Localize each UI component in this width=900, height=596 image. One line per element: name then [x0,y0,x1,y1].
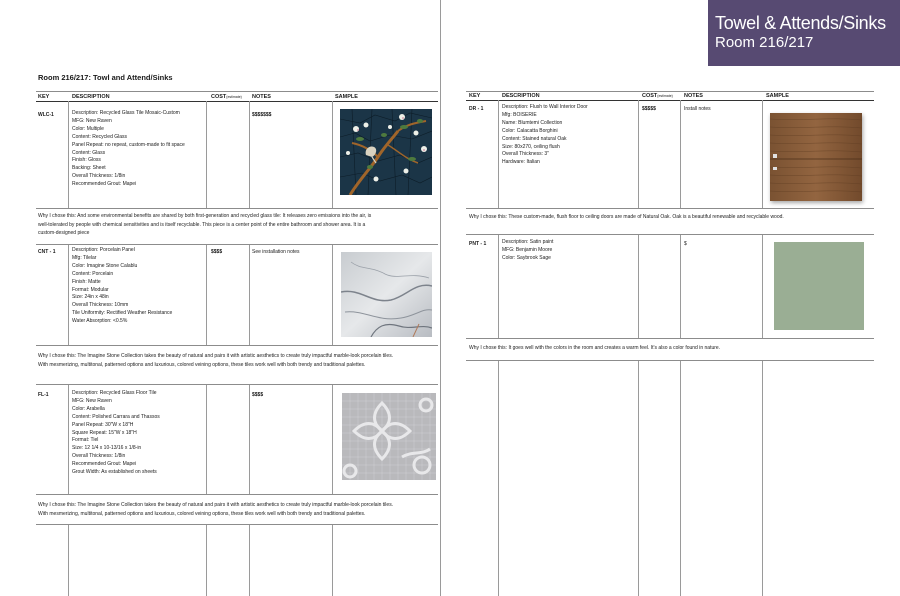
col-rule [680,360,681,596]
col-rule [249,524,250,596]
why-chosen-text: Why I chose this: These custom-made, flush floor to ceiling doors are made of Natural Oak. Oak is a beautiful renewable and recyclable wood. [469,214,784,220]
page-divider [440,0,441,596]
why-chosen-text: Why I chose this: And some environmental benefits are shared by both first-generation and recycled glass tile: It releases zero emissions into the air, is well-tolerated by people with chemical sensitivities and is itself recyclable. This piece is a center point of the entire bathroom and shower area. It is a custom-designed piece [38,213,372,236]
saybrook-sage-paint-swatch [774,242,864,330]
row-key: WLC-1 [38,112,54,118]
table-top-rule [466,91,874,92]
page-heading: Room 216/217: Towl and Attend/Sinks [38,73,173,82]
marble-mosaic-floor-sample [342,393,436,480]
col-rule [498,360,499,596]
section-subtitle: Room 216/217 [715,34,814,51]
col-rule [638,234,639,338]
row-rule [466,338,874,339]
col-header-key: KEY [38,94,50,100]
col-rule [206,384,207,494]
header-rule [466,100,874,101]
row-description: Description: Recycled Glass Floor Tile MFG: New Raven Color: Arabella Content: Polished Carrara and Thassos Panel Repeat: 30"W x 18"H Square Repeat: 15"W x 18"H Format: Tiel Size: 12 1/4 x 10-13/16 x 1/8-in Overall Thickness: 1/8in Recommended Grout: Mapei Grout Width: As established on sheets [72,390,160,476]
row-key: FL-1 [38,392,49,398]
col-header-sample: SAMPLE [766,93,789,99]
marble-porcelain-sample [341,252,432,337]
col-header-cost: COST(estimate) [211,94,242,100]
col-header-cost: COST(estimate) [642,93,673,99]
row-rule [36,345,438,346]
row-rule [36,384,438,385]
row-rule [36,208,438,209]
why-chosen-text: Why I chose this: It goes well with the colors in the room and creates a warm feel. It's also a color found in nature. [469,345,721,351]
col-header-notes: NOTES [252,94,271,100]
row-notes: Install notes [684,106,711,112]
col-rule [638,100,639,208]
row-key: DR - 1 [469,106,484,112]
col-rule [68,244,69,345]
table-top-rule [36,91,438,92]
col-rule [762,100,763,208]
col-header-notes: NOTES [684,93,703,99]
col-header-description: DESCRIPTION [72,94,110,100]
row-notes-cost: $$$$$$$ [252,112,272,118]
col-header-description: DESCRIPTION [502,93,540,99]
row-rule [36,494,438,495]
col-rule [249,384,250,494]
col-header-sample: SAMPLE [335,94,358,100]
col-rule [332,101,333,208]
row-notes: See installation notes [252,249,300,255]
why-chosen-text: Why I chose this: The Imagine Stone Collection takes the beauty of natural and pairs it with artistic aesthetics to create truly impactful marble-look porcelain tiles. With mesmerizing, multitonal, patterned options and luxurious, colored veining options, these tiles work well with both trendy and traditional palettes. [38,353,394,368]
col-rule [332,384,333,494]
header-rule [36,101,438,102]
row-description: Description: Porcelain Panel Mfg: Tilelar Color: Imagine Stone Calablu Content: Porcelain Finish: Matte Format: Modular Size: 24in x 48in Overall Thickness: 10mm Tile Uniformity: Rectified Weather Resistance Water Absorption: <0.5% [72,247,173,325]
row-rule [36,524,438,525]
row-description: Description: Flush to Wall Interior Door Mfg: BOISERIE Name: Blumtemi Collection Color: Calacatta Borghini Content: Stained natural Oak Size: 80x270, ceiling flush Overall Thickness: 3" Hardware: Italian [502,104,588,166]
col-rule [249,244,250,345]
row-rule [466,208,874,209]
col-rule [638,360,639,596]
why-chosen-text: Why I chose this: The Imagine Stone Collection takes the beauty of natural and pairs it with artistic aesthetics to create truly impactful marble-look porcelain tiles. With mesmerizing, multitonal, patterned options and luxurious, colored veining options, these tiles work well with both trendy and traditional palettes. [38,502,394,517]
col-rule [68,384,69,494]
row-description: Description: Satin paint MFG: Benjamin Moore Color: Saybrook Sage [502,239,554,261]
oak-door-sample [770,113,862,201]
col-rule [332,244,333,345]
row-cost: $$$$ [211,249,223,255]
section-title: Towel & Attends/Sinks [715,13,886,33]
col-rule [206,524,207,596]
col-rule [332,524,333,596]
col-rule [680,234,681,338]
row-notes-cost: $$$$ [252,392,264,398]
glass-mosaic-tree-sample [340,109,432,195]
row-rule [466,234,874,235]
col-rule [68,101,69,208]
col-rule [498,100,499,208]
row-rule [466,360,874,361]
col-rule [68,524,69,596]
row-cost: $$$$$ [642,106,656,112]
col-rule [762,360,763,596]
col-rule [206,244,207,345]
col-rule [498,234,499,338]
col-rule [206,101,207,208]
col-rule [680,100,681,208]
col-header-key: KEY [469,93,481,99]
row-key: PNT - 1 [469,241,487,247]
row-rule [36,244,438,245]
section-title-box [708,0,900,66]
row-notes: $ [684,241,687,247]
row-description: Description: Recycled Glass Tile Mosaic-Custom MFG: New Raven Color: Multiple Content: Recycled Glass Panel Repeat: no repeat, custom-made to fit space Content: Glass Finish: Gloss Backing: Sheet Overall Thickness: 1/8in Recommended Grout: Mapei [72,110,185,188]
col-rule [762,234,763,338]
col-rule [249,101,250,208]
row-key: CNT - 1 [38,249,56,255]
